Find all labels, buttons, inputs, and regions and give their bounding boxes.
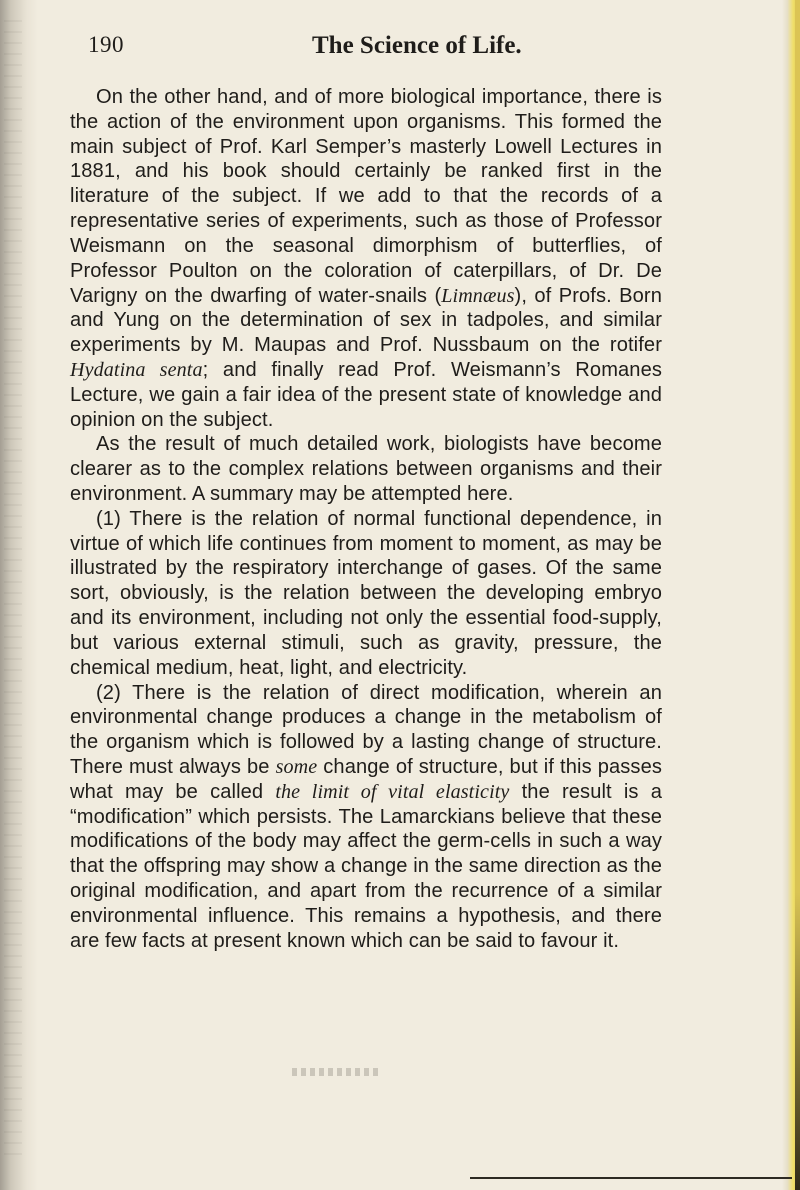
paragraph xyxy=(70,85,662,432)
italic-emphasis: the limit of vital elasticity xyxy=(275,780,510,803)
page-number: 190 xyxy=(88,32,124,57)
paragraph-text: (1) There is the relation of normal functional dependence, in virtue of which life continues from moment to moment, as may be illustrated by the respiratory interchange of gases. Of the same sort, obviously, is the relation between the developing embryo and its environment, including not only the essential food-supply, but various external stimuli, such as gravity, pressure, the chemical medium, heat, light, and electricity. xyxy=(70,507,662,679)
binding-texture xyxy=(4,20,22,1160)
paragraph xyxy=(70,432,662,506)
italic-emphasis: some xyxy=(275,755,318,778)
paragraph-text: the result is a “modification” which persists. The Lamarckians believe that these modifications of the body may affect the germ-cells in such a way that the offspring may show a change in the same direction as the original modification, and apart from the recurrence of a similar environmental influence. This remains a hypothesis, and there are few facts at present known which can be said to favour it. xyxy=(70,780,663,952)
paragraph-text: ), of Profs. Born and Yung on the determination of sex in tadpoles, and similar experiments by M. Maupas and Prof. Nussbaum on the rotifer xyxy=(70,284,662,357)
italic-term: Hydatina senta xyxy=(70,358,203,381)
faint-print-marks xyxy=(292,1068,382,1076)
paragraph xyxy=(70,507,662,681)
italic-term: Limnæus xyxy=(441,284,515,307)
paragraph-text: ; and finally read Prof. Weismann’s Romanes Lecture, we gain a fair idea of the present state of knowledge and opinion on the subject. xyxy=(70,358,663,431)
paragraph-text: (2) There is the relation of direct modification, wherein an environmental change produces a change in the metabolism of the organism which is followed by a lasting change of structure. There must always be xyxy=(70,681,662,778)
paragraph-text: change of structure, but if this passes what may be called xyxy=(70,755,662,803)
running-title: The Science of Life. xyxy=(312,32,522,59)
paragraph xyxy=(70,681,662,954)
paragraph-text: On the other hand, and of more biological importance, there is the action of the environment upon organisms. This formed the main subject of Prof. Karl Semper’s masterly Lowell Lectures in 1881, and his book should certainly be ranked first in the literature of the subject. If we add to that the records of a representative series of experiments, such as those of Professor Weismann on the seasonal dimorphism of butterflies, of Professor Poulton on the coloration of caterpillars, of Dr. De Varigny on the dwarfing of water-snails ( xyxy=(70,86,662,307)
page-edge-shadow xyxy=(795,0,800,1190)
paragraph-text: As the result of much detailed work, biologists have become clearer as to the complex relations between organisms and their environment. A summary may be attempted here. xyxy=(70,433,662,505)
bottom-edge-line xyxy=(470,1177,792,1179)
page-body xyxy=(70,85,662,953)
page-header xyxy=(88,32,658,70)
